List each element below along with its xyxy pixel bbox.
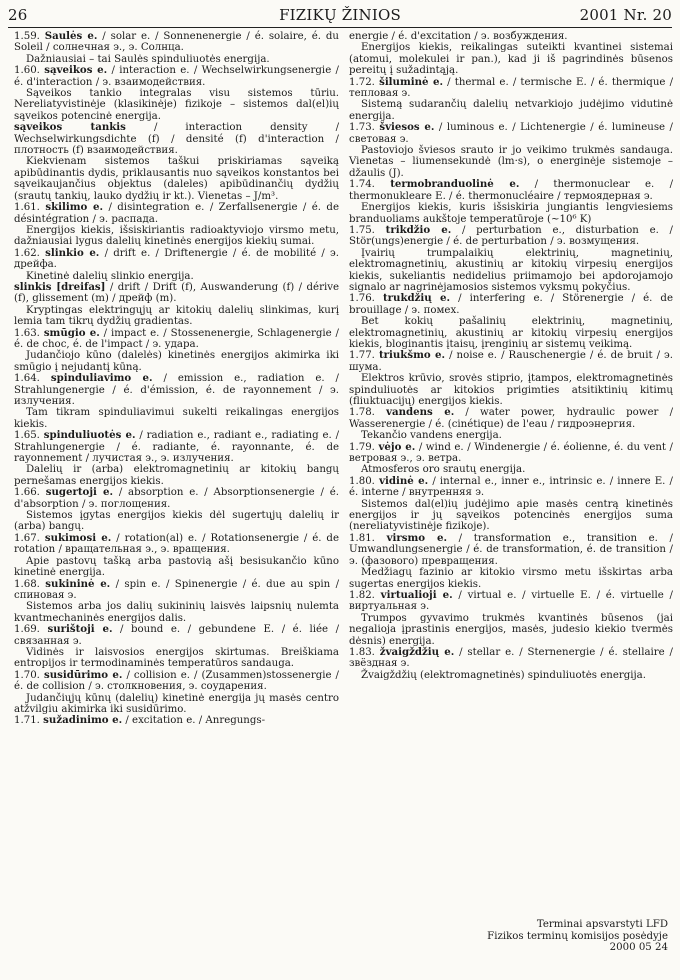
term-translations: / excitation e. / Anregungs- (122, 715, 266, 727)
entry-number: 1.79. (349, 441, 379, 453)
paragraph-text: Pastoviojo šviesos srauto ir jo veikimo trukmės sandauga. Vienetas – liumensekundė (lm·s), o energinėje sistemoje – džaulis (J). (349, 145, 673, 179)
term-translations: / solar e. / Sonnenenergie / é. solaire, é. du Soleil / солнечная э., э. Солнца. (14, 31, 339, 54)
term-name: sukininė e. (45, 577, 111, 590)
entry-number: 1.75. (349, 224, 386, 236)
term-entry (14, 122, 339, 156)
term-translations: / emission e., radiation e. / Strahlungenergie / é. d'émission, é. de rayonnement / э. излучения. (14, 373, 339, 407)
definition-text (349, 373, 673, 407)
paragraph-text: Sistemos arba jos dalių sukininių laisvės laipsnių nulemta kvantmechaninės energijos dalis. (14, 601, 339, 624)
term-entry (349, 476, 673, 499)
entry-number: 1.71. (14, 715, 44, 727)
definition-text (349, 202, 673, 225)
definition-text (349, 99, 673, 122)
definition-text (14, 350, 339, 373)
term-translations: / disintegration e. / Zerfallsenergie / é. de désintégration / э. распада. (14, 202, 339, 225)
term-entry (14, 715, 339, 726)
definition-text (349, 145, 673, 179)
term-name: slinkis [dreifas] (14, 280, 106, 293)
term-translations: / interaction density / Wechselwirkungsdichte (f) / densité (f) d'interaction / плотность (f) взаимодействия. (14, 122, 339, 157)
paragraph-text: Sistemos dal(el)ių judėjimo apie masės centrą kinetinės energijos ir jų sąveikos potencinės energijos suma (nereliatyvistinėje fizikoje). (349, 498, 673, 533)
header-rule (8, 27, 672, 28)
term-translations: / perturbation e., disturbation e. / Stör(ungs)energie / é. de perturbation / э. возмущения. (349, 224, 673, 248)
definition-text (14, 647, 339, 670)
entry-number: 1.70. (14, 669, 44, 681)
issue-label: 2001 Nr. 20 (579, 6, 672, 24)
term-name: Saulės e. (44, 30, 98, 42)
definition-text (349, 567, 673, 590)
term-translations: / drift / Drift (f), Auswanderung (f) / dérive (f), glissement (m) / дрейф (m). (14, 281, 339, 305)
entry-number: 1.74. (349, 179, 391, 191)
definition-text (14, 88, 339, 122)
definition-text (349, 670, 673, 681)
term-translations: / internal e., inner e., intrinsic e. / innere E. / é. interne / внутренняя э. (349, 475, 673, 499)
term-entry (349, 590, 673, 613)
term-translations: / luminous e. / Lichtenergie / é. lumineuse / световая э. (349, 122, 673, 145)
term-translations: / spin e. / Spinenergie / é. due au spin / спиновая э. (14, 578, 339, 601)
term-entry (14, 31, 339, 54)
term-entry (349, 350, 673, 373)
term-entry (14, 373, 339, 407)
term-entry (14, 579, 339, 602)
term-name: žvaigždžių e. (379, 645, 455, 658)
term-entry (14, 624, 339, 647)
term-name: vandens e. (386, 406, 455, 419)
term-entry (349, 533, 673, 567)
definition-text (349, 316, 673, 350)
entry-number: 1.73. (349, 122, 380, 134)
term-entry (14, 533, 339, 556)
term-translations: / interfering e. / Störenergie / é. de brouillage / э. помех. (349, 293, 673, 316)
paragraph-text: Atmosferos oro srautų energija. (361, 464, 526, 476)
term-translations: / impact e. / Stossenenergie, Schlagenergie / é. de choc, é. de l'impact / э. удара. (14, 327, 339, 350)
left-column (14, 31, 339, 727)
entry-number: 1.83. (349, 646, 380, 658)
term-name: termobranduolinė e. (390, 178, 520, 191)
entry-number: 1.69. (14, 624, 48, 636)
term-entry (349, 647, 673, 670)
approval-line-1: Terminai apsvarstyti LFD (536, 919, 668, 930)
term-translations: / radiation e., radiant e., radiating e. / Strahlungenergie / é. radiante, é. rayonnante, é. de rayonnement / лучистая э., э. излучения. (14, 430, 340, 465)
definition-text (349, 613, 673, 647)
definition-text (349, 42, 673, 76)
paragraph-text: Elektros krūvio, srovės stiprio, įtampos, elektromagnetinės spinduliuotės ar kitokios prigimties atsitiktinių kitimų (fliuktuacijų) energijos kiekis. (349, 373, 673, 407)
approval-date: 2000 05 24 (609, 942, 668, 954)
definition-text (349, 31, 673, 42)
paragraph-text: Dažniausiai – tai Saulės spinduliuotės energija. (26, 53, 270, 65)
page-header (8, 6, 672, 24)
term-name: sąveikos e. (44, 64, 108, 77)
definition-text (349, 248, 673, 294)
approval-note (428, 919, 668, 954)
entry-number: 1.60. (14, 65, 45, 77)
term-entry (349, 407, 673, 430)
right-column (349, 31, 673, 681)
paragraph-text: Trumpos gyvavimo trukmės kvantinės būsenos (jai negalioja įprastinis energijos, masės, judesio kiekio tvermės dėsnis) energija. (349, 612, 673, 647)
paragraph-text: Sistemą sudarančių dalelių netvarkiojo judėjimo vidutinė energija. (349, 99, 673, 122)
term-entry (349, 293, 673, 316)
paragraph-text: Sąveikos tankio integralas visu sistemos tūriu. Nereliatyvistinėje (klasikinėje) fizikoje – sistemos dal(el)ių sąveikos potencinė energija. (14, 88, 339, 122)
term-name: spinduliuotės e. (43, 429, 136, 442)
term-entry (14, 248, 339, 271)
entry-number: 1.61. (14, 202, 46, 214)
term-entry (14, 430, 339, 464)
paragraph-text: Kinetinė dalelių slinkio energija. (26, 270, 194, 282)
definition-text (14, 556, 339, 579)
definition-text (14, 225, 339, 248)
term-entry (349, 77, 673, 100)
term-translations: / virtual e. / virtuelle E. / é. virtuelle / виртуальная э. (349, 589, 673, 613)
term-name: sužadinimo e. (43, 714, 123, 727)
entry-number: 1.64. (14, 373, 51, 385)
term-name: sugertoji e. (45, 486, 114, 499)
term-entry (349, 225, 673, 248)
paragraph-text: Kryptingas elektringųjų ar kitokių dalelių slinkimas, kurį lemia tam tikrų dydžių gradientas. (14, 304, 339, 328)
entry-number: 1.81. (349, 532, 387, 544)
entry-number: 1.63. (14, 327, 44, 339)
term-translations: / water power, hydraulic power / Wasserenergie / é. (cinétique) de l'eau / гидроэнергия. (349, 407, 674, 430)
term-entry (349, 179, 673, 202)
journal-title: FIZIKŲ ŽINIOS (279, 6, 401, 24)
term-entry (14, 328, 339, 351)
paragraph-text: Bet kokių pašalinių elektrinių, magnetinių, elektromagnetinių, akustinių ar kitokių virpesių energijos kiekis, bloginantis įtaisų, įrenginių ar sistemų veikimą. (349, 316, 673, 350)
term-name: vidinė e. (379, 474, 429, 487)
definition-text (14, 464, 339, 487)
paragraph-text: Įvairių trumpalaikių elektrinių, magnetinių, elektromagnetinių, akustinių ar kitokių virpesių energijos kiekis, sukeliantis nedidelius priimamojo bei apdorojamojo signalo ar nagrinėjamosios sistemos vyksmų pokyčius. (349, 247, 673, 293)
entry-number: 1.76. (349, 293, 383, 305)
term-translations: / wind e. / Windenergie / é. éolienne, é. du vent / ветровая э., э. ветра. (349, 441, 673, 465)
paragraph-text: Energijos kiekis, išsiskiriantis radioaktyviojo virsmo metu, dažniausiai lygus dalelių kinetinės energijos kiekių sumai. (14, 224, 339, 248)
entry-number: 1.62. (14, 247, 46, 259)
term-translations: / interaction e. / Wechselwirkungsenergie / é. d'interaction / э. взаимодействия. (14, 65, 339, 88)
term-translations: / thermonuclear e. / thermonukleare E. / é. thermonucléaire / термоядерная э. (349, 179, 673, 202)
paragraph-text: Tekančio vandens energija. (361, 430, 502, 442)
term-translations: / noise e. / Rauschenergie / é. de bruit / э. шума. (349, 350, 673, 373)
term-entry (14, 65, 339, 88)
entry-number: 1.80. (349, 475, 380, 487)
term-translations: / collision e. / (Zusammen)stossenergie / é. de collision / э. столкновения, э. соударения. (14, 669, 339, 693)
term-name: triukšmo e. (378, 349, 446, 362)
term-translations: / bound e. / gebundene E. / é. liée / связанная э. (14, 624, 340, 647)
entry-number: 1.66. (14, 487, 46, 499)
term-name: virtualioji e. (380, 588, 453, 601)
paragraph-text: Medžiagų fazinio ar kitokio virsmo metu išskirtas arba sugertas energijos kiekis. (349, 567, 673, 590)
term-translations: / thermal e. / termische E. / é. thermique / тепловая э. (349, 76, 674, 100)
term-name: surištoji e. (47, 623, 113, 636)
paragraph-text: Žvaigždžių (elektromagnetinės) spinduliuotės energija. (361, 669, 646, 681)
paragraph-text: Judančiojo kūno (dalelės) kinetinės energijos akimirka iki smūgio į nejudantį kūną. (14, 350, 339, 373)
entry-number: 1.59. (14, 31, 45, 42)
paragraph-text: Energijos kiekis, kuris išsiskiria jungiantis lengviesiems branduoliams aukštoje temperatūroje (~10⁶ K) (349, 202, 673, 225)
term-name: skilimo e. (45, 201, 104, 214)
term-translations: / rotation(al) e. / Rotationsenergie / é. de rotation / вращательная э., э. вращения. (14, 532, 339, 556)
term-entry (349, 442, 673, 465)
term-name: susidūrimo e. (43, 668, 123, 681)
approval-line-2: Fizikos terminų komisijos posėdyje (487, 930, 668, 942)
term-name: sukimosi e. (44, 531, 112, 544)
entry-number: 1.65. (14, 430, 44, 442)
term-entry (14, 670, 339, 693)
paragraph-text: Sistemos įgytas energijos kiekis dėl sugertųjų dalelių ir (arba) bangų. (14, 510, 339, 533)
term-translations: / transformation e., transition e. / Umwandlungsenergie / é. de transformation, é. de transition / э. (фазового) превращения. (349, 532, 673, 567)
term-entry (14, 282, 339, 305)
term-translations: / stellar e. / Sternenergie / é. stellaire / звёздная э. (349, 646, 673, 670)
paragraph-text: Energijos kiekis, reikalingas suteikti kvantinei sistemai (atomui, molekulei ir pan.), kad ji iš pagrindinės būsenos pereitų į sužadintąją. (349, 42, 673, 77)
page-number: 26 (8, 6, 28, 24)
term-name: trikdžio e. (385, 223, 452, 236)
entry-number: 1.67. (14, 532, 45, 544)
definition-text (349, 499, 673, 533)
paragraph-text: Vidinės ir laisvosios energijos skirtumas. Breiškiama entropijos ir termodinaminės temperatūros sandauga. (14, 646, 339, 670)
term-translations: / drift e. / Driftenergie / é. de mobilité / э. дрейфа. (14, 247, 339, 271)
definition-text (14, 305, 339, 328)
definition-text (14, 601, 339, 624)
term-name: slinkio e. (45, 246, 100, 259)
paragraph-text: Dalelių ir (arba) elektromagnetinių ar kitokių bangų pernešamas energijos kiekis. (14, 464, 339, 487)
definition-text (14, 693, 339, 716)
term-name: smūgio e. (43, 326, 100, 339)
term-name: vėjo e. (378, 440, 416, 453)
term-entry (14, 202, 339, 225)
term-translations: / absorption e. / Absorptionsenergie / é. d'absorption / э. поглощения. (14, 487, 339, 510)
entry-number: 1.72. (349, 76, 380, 88)
definition-text (14, 156, 339, 202)
term-name: šviesos e. (379, 121, 435, 134)
term-name: virsmo e. (386, 531, 448, 544)
paragraph-text: Tam tikram spinduliavimui sukelti reikalingas energijos kiekis. (14, 407, 339, 430)
entry-number: 1.78. (349, 407, 387, 419)
term-entry (349, 122, 673, 145)
term-name: šiluminė e. (379, 75, 443, 88)
entry-number: 1.82. (349, 589, 381, 601)
paragraph-text: Apie pastovų tašką arba pastovią ašį besisukančio kūno kinetinė energija. (14, 555, 339, 579)
term-name: trukdžių e. (382, 292, 451, 305)
term-name: sąveikos tankis (14, 121, 126, 134)
entry-number: 1.68. (14, 578, 46, 590)
entry-number: 1.77. (349, 350, 379, 362)
definition-text (14, 510, 339, 533)
paragraph-text: Judančiųjų kūnų (dalelių) kinetinė energija jų masės centro atžvilgiu akimirka iki susidūrimo. (14, 692, 339, 715)
term-entry (14, 487, 339, 510)
term-name: spinduliavimo e. (50, 372, 153, 385)
definition-text (14, 407, 339, 430)
paragraph-text: energie / é. d'excitation / э. возбуждения. (349, 31, 568, 42)
paragraph-text: Kiekvienam sistemos taškui priskiriamas sąveiką apibūdinantis dydis, priklausantis nuo sąveikos konstantos bei sąveikaujančius objektus (daleles) apibūdinančių dydžių (srautų tankių, lauko dydžių ir kt.). Vienetas – J/m³. (14, 156, 339, 202)
